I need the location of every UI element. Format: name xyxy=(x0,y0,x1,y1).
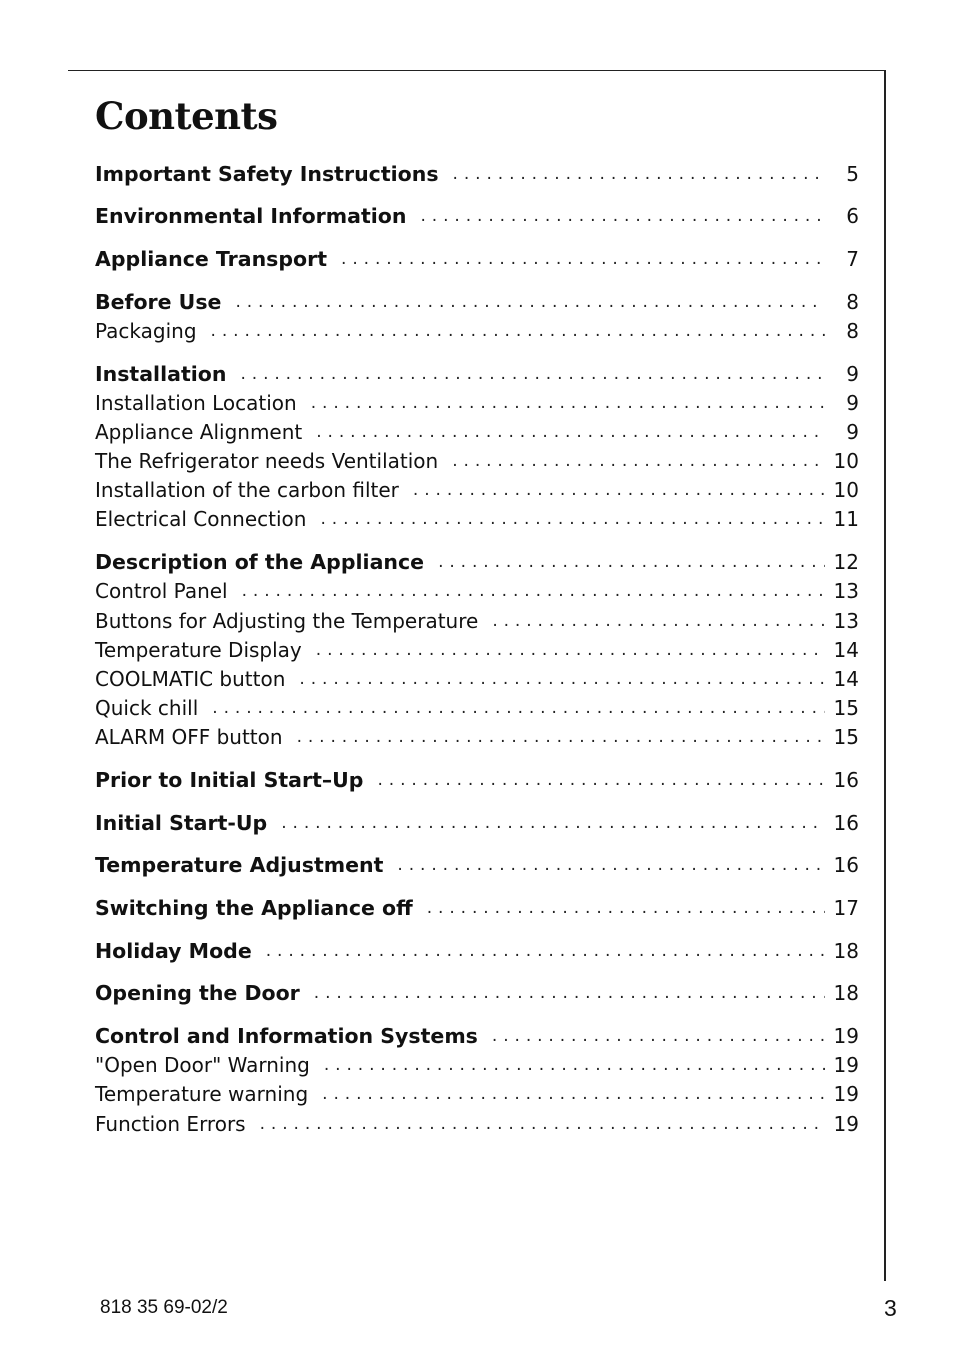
toc-entry-label: Quick chill xyxy=(95,696,199,721)
toc-entry-page: 9 xyxy=(846,419,859,444)
toc-entry-page: 11 xyxy=(833,507,859,532)
toc-subsection-entry xyxy=(95,606,859,635)
page-number: 3 xyxy=(884,1295,897,1321)
toc-subsection-entry xyxy=(95,664,859,693)
toc-entry-label: Switching the Appliance off xyxy=(95,896,413,921)
toc-entry-page: 16 xyxy=(833,767,859,792)
toc-section-entry xyxy=(95,851,859,880)
toc-section-entry xyxy=(95,202,859,231)
dot-leader xyxy=(212,698,825,718)
toc-entry-page: 9 xyxy=(846,361,859,386)
toc-entry-label: Packaging xyxy=(95,318,197,343)
toc-entry-page: 7 xyxy=(846,246,859,271)
dot-leader xyxy=(299,669,825,689)
toc-entry-label: Function Errors xyxy=(95,1111,246,1136)
toc-entry-label: Installation Location xyxy=(95,390,297,415)
toc-entry-page: 16 xyxy=(833,810,859,835)
toc-subsection-entry xyxy=(95,316,859,345)
toc-section-entry xyxy=(95,548,859,577)
dot-leader xyxy=(297,727,825,747)
toc-entry-page: 8 xyxy=(846,289,859,314)
toc-entry-label: Important Safety Instructions xyxy=(95,161,439,186)
toc-entry-label: Opening the Door xyxy=(95,981,300,1006)
toc-subsection-entry xyxy=(95,388,859,417)
toc-entry-page: 15 xyxy=(833,725,859,750)
toc-entry-page: 14 xyxy=(833,666,859,691)
toc-entry-label: Installation of the carbon filter xyxy=(95,478,399,503)
toc-entry-label: Before Use xyxy=(95,289,222,314)
toc-entry-label: Installation xyxy=(95,361,227,386)
dot-leader xyxy=(211,321,825,341)
toc-subsection-entry xyxy=(95,694,859,723)
toc-entry-label: Appliance Alignment xyxy=(95,419,303,444)
toc-entry-page: 19 xyxy=(833,1024,859,1049)
toc-entry-page: 18 xyxy=(833,981,859,1006)
toc-subsection-entry xyxy=(95,476,859,505)
toc-entry-page: 19 xyxy=(833,1082,859,1107)
dot-leader xyxy=(341,249,825,269)
toc-entry-page: 19 xyxy=(833,1053,859,1078)
toc-entry-page: 5 xyxy=(846,161,859,186)
toc-entry-label: Appliance Transport xyxy=(95,246,328,271)
toc-entry-label: Electrical Connection xyxy=(95,507,307,532)
document-code: 818 35 69-02/2 xyxy=(100,1297,228,1318)
toc-subsection-entry xyxy=(95,577,859,606)
toc-section-entry xyxy=(95,1022,859,1051)
toc-entry-page: 19 xyxy=(833,1111,859,1136)
dot-leader xyxy=(240,364,825,384)
toc-subsection-entry xyxy=(95,635,859,664)
toc-entry-label: Initial Start-Up xyxy=(95,810,268,835)
table-of-contents xyxy=(95,159,859,1138)
dot-leader xyxy=(492,611,825,631)
toc-subsection-entry xyxy=(95,505,859,534)
toc-section-entry xyxy=(95,765,859,794)
toc-entry-label: COOLMATIC button xyxy=(95,666,286,691)
toc-entry-page: 16 xyxy=(833,853,859,878)
toc-entry-page: 8 xyxy=(846,318,859,343)
dot-leader xyxy=(420,206,825,226)
top-rule xyxy=(68,70,886,71)
toc-entry-page: 13 xyxy=(833,579,859,604)
toc-entry-label: Temperature Adjustment xyxy=(95,853,384,878)
toc-entry-page: 14 xyxy=(833,637,859,662)
toc-entry-label: Temperature Display xyxy=(95,637,302,662)
toc-entry-page: 17 xyxy=(833,896,859,921)
dot-leader xyxy=(492,1026,825,1046)
dot-leader xyxy=(311,393,825,413)
toc-entry-label: Control and Information Systems xyxy=(95,1024,478,1049)
dot-leader xyxy=(266,941,825,961)
toc-section-entry xyxy=(95,808,859,837)
toc-entry-page: 6 xyxy=(846,204,859,229)
page-title: Contents xyxy=(95,94,278,138)
toc-entry-label: Prior to Initial Start–Up xyxy=(95,767,364,792)
toc-entry-page: 9 xyxy=(846,390,859,415)
toc-entry-label: ALARM OFF button xyxy=(95,725,283,750)
dot-leader xyxy=(242,581,825,601)
dot-leader xyxy=(316,422,825,442)
toc-section-entry xyxy=(95,893,859,922)
toc-section-entry xyxy=(95,936,859,965)
dot-leader xyxy=(316,640,825,660)
dot-leader xyxy=(452,451,825,471)
dot-leader xyxy=(427,898,825,918)
dot-leader xyxy=(453,164,825,184)
dot-leader xyxy=(324,1055,825,1075)
toc-subsection-entry xyxy=(95,723,859,752)
dot-leader xyxy=(320,509,825,529)
dot-leader xyxy=(413,480,825,500)
toc-entry-label: Description of the Appliance xyxy=(95,550,425,575)
right-rule xyxy=(884,70,886,1281)
dot-leader xyxy=(397,855,825,875)
toc-section-entry xyxy=(95,159,859,188)
toc-entry-label: Temperature warning xyxy=(95,1082,309,1107)
toc-section-entry xyxy=(95,979,859,1008)
toc-entry-label: "Open Door" Warning xyxy=(95,1053,310,1078)
toc-entry-label: Environmental Information xyxy=(95,204,407,229)
toc-entry-page: 10 xyxy=(833,449,859,474)
toc-entry-page: 12 xyxy=(833,550,859,575)
toc-entry-label: Control Panel xyxy=(95,579,228,604)
toc-subsection-entry xyxy=(95,1109,859,1138)
toc-entry-page: 15 xyxy=(833,696,859,721)
dot-leader xyxy=(377,770,825,790)
toc-section-entry xyxy=(95,359,859,388)
toc-entry-page: 10 xyxy=(833,478,859,503)
dot-leader xyxy=(314,983,825,1003)
dot-leader xyxy=(322,1084,825,1104)
dot-leader xyxy=(281,813,825,833)
toc-section-entry xyxy=(95,244,859,273)
toc-entry-label: Holiday Mode xyxy=(95,938,252,963)
toc-entry-page: 18 xyxy=(833,938,859,963)
toc-entry-label: The Refrigerator needs Ventilation xyxy=(95,449,439,474)
toc-entry-label: Buttons for Adjusting the Temperature xyxy=(95,608,479,633)
dot-leader xyxy=(438,552,825,572)
toc-subsection-entry xyxy=(95,447,859,476)
toc-section-entry xyxy=(95,287,859,316)
dot-leader xyxy=(235,292,825,312)
toc-subsection-entry xyxy=(95,1051,859,1080)
toc-entry-page: 13 xyxy=(833,608,859,633)
toc-subsection-entry xyxy=(95,1080,859,1109)
toc-subsection-entry xyxy=(95,417,859,446)
dot-leader xyxy=(260,1114,825,1134)
